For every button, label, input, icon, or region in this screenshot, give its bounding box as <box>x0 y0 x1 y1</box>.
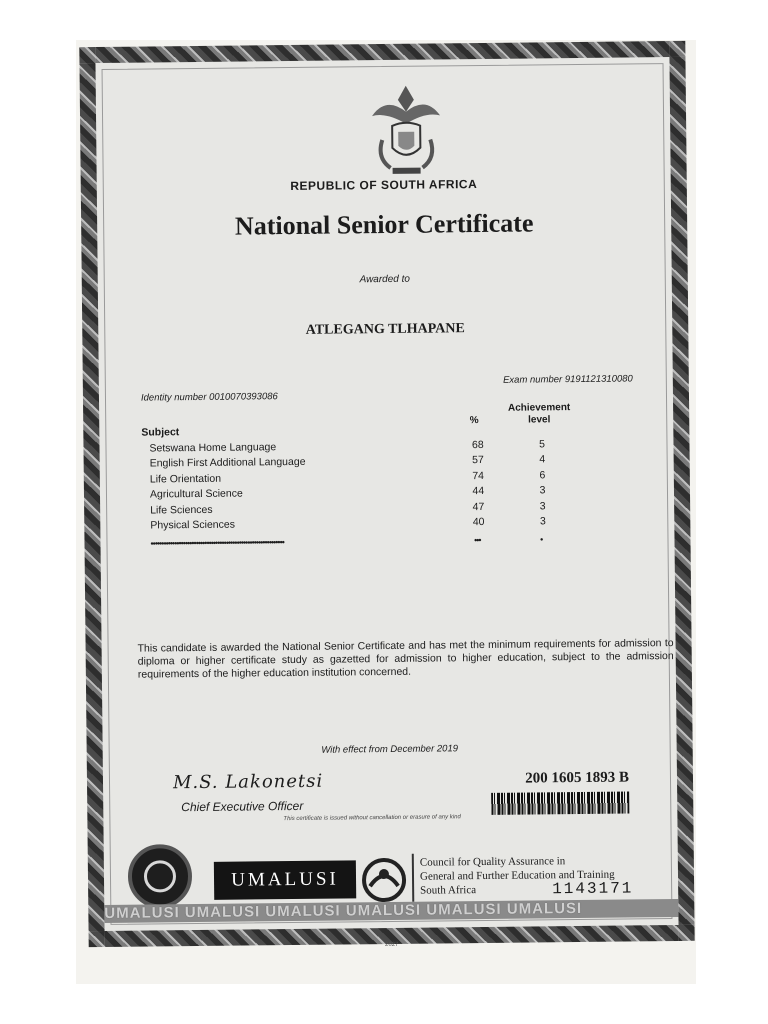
exam-number: Exam number 9191121310080 <box>502 373 633 386</box>
subject-name: Life Sciences <box>150 503 213 517</box>
page-number: 2627 <box>385 941 399 949</box>
filler-dots: •••••••••••••••••••••••••••••••••••••••••••••••••••••••••••••• <box>150 537 284 549</box>
umalusi-band: UMALUSI UMALUSI UMALUSI UMALUSI UMALUSI UMALUSI <box>104 899 678 923</box>
council-line: South Africa <box>420 884 477 897</box>
subjects-table <box>141 436 582 534</box>
candidate-name: ATLEGANG TLHAPANE <box>305 321 465 338</box>
subject-percent: 74 <box>472 469 485 482</box>
umalusi-logo-icon <box>360 856 409 905</box>
subject-level: 3 <box>539 500 546 513</box>
identity-number: Identity number 0010070393086 <box>140 391 278 404</box>
subject-percent: 57 <box>472 454 484 467</box>
awarded-to-label: Awarded to <box>359 273 411 286</box>
subject-header: Subject <box>141 426 180 439</box>
seal-icon <box>128 844 193 909</box>
subject-name: Agricultural Science <box>149 487 243 501</box>
subject-name: English First Additional Language <box>149 456 306 470</box>
subject-percent: 47 <box>472 500 485 513</box>
signatory-title: Chief Executive Officer <box>181 798 304 815</box>
subject-name: Physical Sciences <box>150 518 236 532</box>
subject-level: 5 <box>539 438 546 451</box>
subject-name: Setswana Home Language <box>149 440 277 455</box>
percent-header: % <box>469 415 479 427</box>
subject-percent: 68 <box>471 438 484 451</box>
effective-date: With effect from December 2019 <box>321 743 459 756</box>
certificate-title: National Senior Certificate <box>234 208 534 241</box>
subject-level: 3 <box>539 484 546 497</box>
fine-print: This certificate is issued without cancellation or erasure of any kind <box>283 814 461 823</box>
subject-level: 4 <box>539 453 546 466</box>
council-line: Council for Quality Assurance in <box>419 855 566 869</box>
achievement-level-header: Achievement level <box>507 402 571 426</box>
country-heading: REPUBLIC OF SOUTH AFRICA <box>290 177 478 193</box>
serial-number: 200 1605 1893 B <box>525 769 630 787</box>
filler-percent: ••• <box>474 535 481 546</box>
council-line: General and Further Education and Training <box>419 868 615 883</box>
umalusi-wordmark: UMALUSI <box>214 860 356 899</box>
coat-of-arms-icon <box>366 81 447 182</box>
subject-name: Life Orientation <box>149 472 222 486</box>
certificate <box>79 41 694 947</box>
subject-percent: 44 <box>472 485 485 498</box>
award-statement: This candidate is awarded the National Senior Certificate and has met the minimum requirements for admission to diploma or higher certificate study as gazetted for admission to higher education, subject to the admission requirements of the higher education institution concerned. <box>137 637 674 681</box>
barcode-icon <box>491 791 629 814</box>
control-number: 1143171 <box>552 879 634 899</box>
subject-percent: 40 <box>472 516 485 529</box>
subject-level: 3 <box>539 515 546 528</box>
ceo-signature: M.S. Lakonetsi <box>172 770 324 794</box>
subject-level: 6 <box>539 469 546 482</box>
filler-level: • <box>540 534 543 545</box>
